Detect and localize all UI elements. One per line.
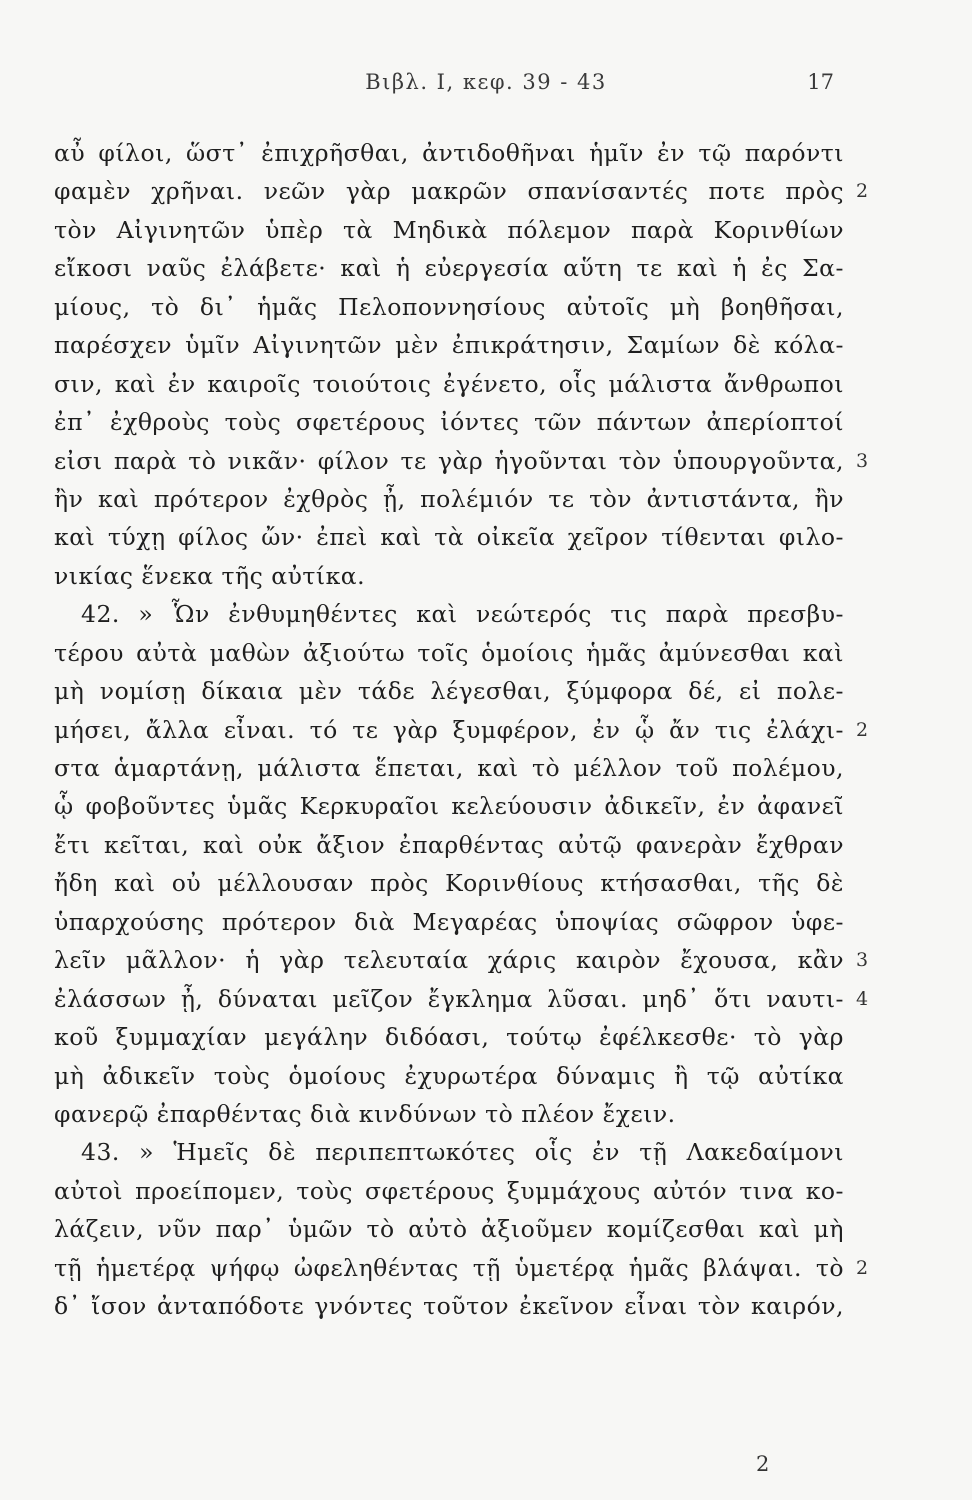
text-line (54, 557, 844, 595)
text-line (54, 1287, 844, 1325)
text-line (54, 518, 844, 556)
line-text: μὴ νομίσῃ δίκαια μὲν τάδε λέγεσθαι, ξύμφορα δέ, εἰ πολε- (54, 677, 844, 706)
line-text: σιν, καὶ ἐν καιροῖς τοιούτοις ἐγένετο, οἷς μάλιστα ἄνθρωποι (54, 369, 844, 398)
line-text: μὴ ἀδικεῖν τοὺς ὁμοίους ἐχυρωτέρα δύναμις ἢ τῷ αὐτίκα (54, 1061, 844, 1090)
text-line (54, 480, 844, 518)
text-line (54, 211, 844, 249)
line-text: λεῖν μᾶλλον· ἡ γὰρ τελευταία χάρις καιρὸν ἔχουσα, κἂν (54, 946, 844, 975)
margin-section-number: 3 (856, 449, 869, 472)
text-line (54, 634, 844, 672)
text-line (54, 1249, 869, 1287)
text-line (54, 1057, 844, 1095)
text-line (54, 326, 844, 364)
text-line (54, 787, 844, 825)
line-text: ἤδη καὶ οὐ μέλλουσαν πρὸς Κορινθίους κτήσασθαι, τῆς δὲ (54, 869, 844, 898)
running-head: Βιβλ. I, κεφ. 39 - 43 (365, 70, 607, 94)
line-text: τὸν Αἰγινητῶν ὑπὲρ τὰ Μηδικὰ πόλεμον παρὰ Κορινθίων (54, 215, 844, 244)
margin-section-number: 2 (856, 1256, 869, 1279)
text-line (54, 749, 844, 787)
text-line (54, 1133, 844, 1171)
line-text: κοῦ ξυμμαχίαν μεγάλην διδόασι, τούτῳ ἐφέλκεσθε· τὸ γὰρ (54, 1023, 844, 1052)
line-text: φανερῷ ἐπαρθέντας διὰ κινδύνων τὸ πλέον ἔχειν. (54, 1099, 676, 1128)
line-text: αὖ φίλοι, ὥστ᾽ ἐπιχρῆσθαι, ἀντιδοθῆναι ἡμῖν ἐν τῷ παρόντι (54, 139, 844, 167)
line-text: εἰσι παρὰ τὸ νικᾶν· φίλον τε γὰρ ἡγοῦνται τὸν ὑπουργοῦντα, (54, 446, 844, 475)
text-line (54, 711, 869, 749)
line-text: μίους, τὸ δι᾽ ἡμᾶς Πελοποννησίους αὐτοῖς μὴ βοηθῆσαι, (54, 292, 844, 321)
page-number: 17 (807, 70, 834, 94)
line-text: παρέσχεν ὑμῖν Αἰγινητῶν μὲν ἐπικράτησιν, Σαμίων δὲ κόλα- (54, 331, 844, 360)
text-body (54, 134, 869, 1326)
text-line (54, 864, 844, 902)
line-text: ἐπ᾽ ἐχθροὺς τοὺς σφετέρους ἰόντες τῶν πάντων ἀπερίοπτοί (54, 408, 844, 437)
text-line (54, 365, 844, 403)
signature-mark: 2 (756, 1452, 770, 1476)
text-line (54, 903, 844, 941)
text-line (54, 249, 844, 287)
text-line (54, 288, 844, 326)
margin-section-number: 2 (856, 718, 869, 741)
line-text: ᾧ φοβοῦντες ὑμᾶς Κερκυραῖοι κελεύουσιν ἀδικεῖν, ἐν ἀφανεῖ (54, 792, 844, 821)
text-line (54, 134, 844, 172)
line-text: τέρου αὐτὰ μαθὼν ἀξιούτω τοῖς ὁμοίοις ἡμᾶς ἀμύνεσθαι καὶ (54, 638, 844, 667)
line-text: δ᾽ ἴσον ἀνταπόδοτε γνόντες τοῦτον ἐκεῖνον εἶναι τὸν καιρόν, (54, 1292, 844, 1321)
text-line (54, 1210, 844, 1248)
text-line (54, 442, 869, 480)
line-text: αὐτοὶ προείπομεν, τοὺς σφετέρους ξυμμάχους αὐτόν τινα κο- (54, 1176, 844, 1205)
line-text: καὶ τύχῃ φίλος ὤν· ἐπεὶ καὶ τὰ οἰκεῖα χεῖρον τίθενται φιλο- (54, 523, 844, 552)
line-text: ὑπαρχούσης πρότερον διὰ Μεγαρέας ὑποψίας σῶφρον ὑφε- (54, 907, 844, 936)
margin-section-number: 3 (856, 949, 869, 972)
text-line (54, 1018, 844, 1056)
text-line (54, 172, 869, 210)
line-text: μήσει, ἄλλα εἶναι. τό τε γὰρ ξυμφέρον, ἐν ᾧ ἄν τις ἐλάχι- (54, 715, 844, 744)
text-line (54, 595, 844, 633)
line-text: φαμὲν χρῆναι. νεῶν γὰρ μακρῶν σπανίσαντές ποτε πρὸς (54, 177, 844, 206)
margin-section-number: 2 (856, 180, 869, 203)
text-line (54, 403, 844, 441)
line-text: τῇ ἡμετέρᾳ ψήφῳ ὠφεληθέντας τῇ ὑμετέρᾳ ἡμᾶς βλάψαι. τὸ (54, 1253, 844, 1282)
line-text: στα ἁμαρτάνῃ, μάλιστα ἕπεται, καὶ τὸ μέλλον τοῦ πολέμου, (54, 754, 844, 782)
text-line (54, 672, 844, 710)
line-text: ἐλάσσων ᾖ, δύναται μεῖζον ἔγκλημα λῦσαι. μηδ᾽ ὅτι ναυτι- (54, 984, 844, 1013)
text-line (54, 980, 869, 1018)
line-text: 43. » Ἡμεῖς δὲ περιπεπτωκότες οἷς ἐν τῇ Λακεδαίμονι (81, 1138, 844, 1167)
line-text: ἔτι κεῖται, καὶ οὐκ ἄξιον ἐπαρθέντας αὐτῷ φανερὰν ἔχθραν (54, 830, 844, 859)
text-line (54, 1095, 844, 1133)
line-text: εἴκοσι ναῦς ἐλάβετε· καὶ ἡ εὐεργεσία αὕτη τε καὶ ἡ ἐς Σα- (54, 254, 844, 283)
line-text: λάζειν, νῦν παρ᾽ ὑμῶν τὸ αὐτὸ ἀξιοῦμεν κομίζεσθαι καὶ μὴ (54, 1215, 844, 1244)
text-line (54, 941, 869, 979)
line-text: 42. » Ὧν ἐνθυμηθέντες καὶ νεώτερός τις παρὰ πρεσβυ- (81, 600, 844, 629)
line-text: νικίας ἕνεκα τῆς αὐτίκα. (54, 561, 366, 590)
text-line (54, 1172, 844, 1210)
text-line (54, 826, 844, 864)
margin-section-number: 4 (856, 987, 869, 1010)
line-text: ἢν καὶ πρότερον ἐχθρὸς ᾖ, πολέμιόν τε τὸν ἀντιστάντα, ἢν (54, 484, 844, 513)
page-header (0, 70, 972, 104)
